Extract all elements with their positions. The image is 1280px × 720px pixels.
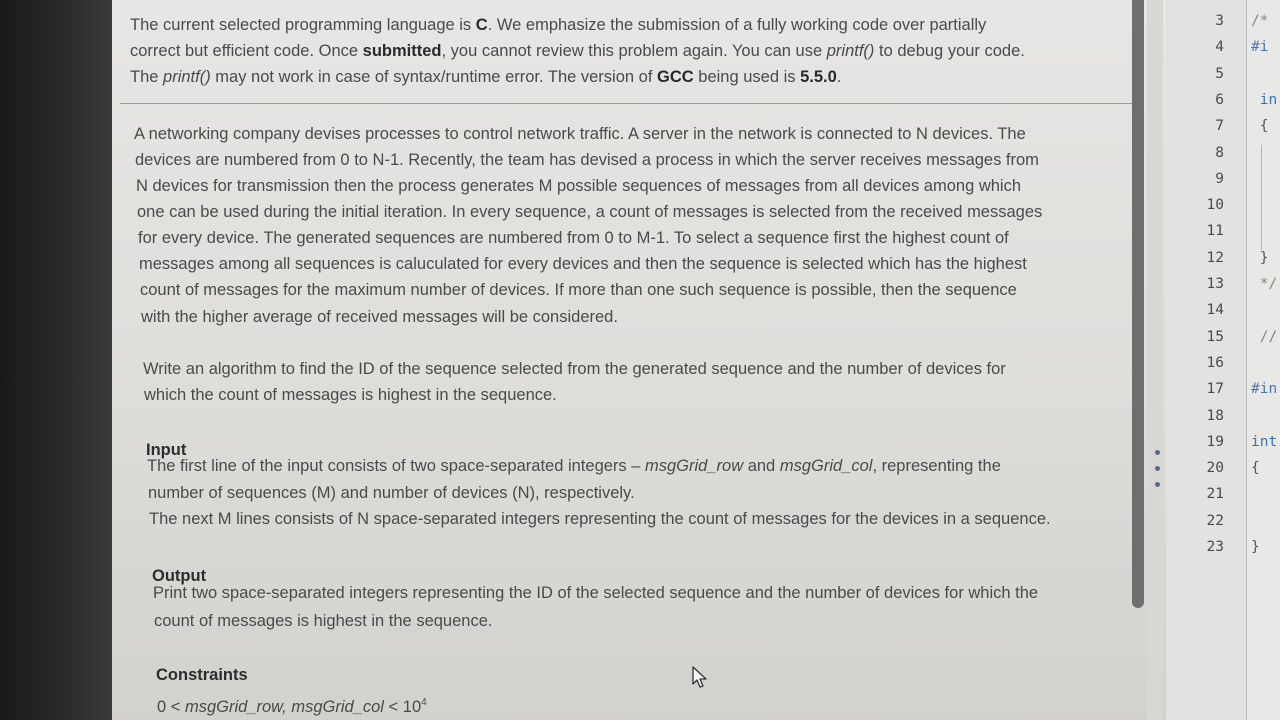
constraint-text: < 10 [383,698,422,716]
input-line-2: number of sequences (M) and number of devices (N), respectively. [148,484,635,502]
input-text: , representing the [872,457,1001,475]
line-number: 14 [1206,302,1224,319]
line-number: 12 [1206,249,1224,266]
line-number: 21 [1206,486,1224,503]
code-line: #in [1251,381,1278,398]
line-number: 17 [1206,381,1224,398]
description-line: messages among all sequences is caluculated for every devices and then the sequence is selected which has the highest [139,255,1027,273]
input-line-3: The next M lines consists of N space-separated integers representing the count of messages for the devices in a sequence. [149,510,1051,528]
submitted-emphasis: submitted [362,42,442,60]
problem-scrollbar[interactable] [1132,0,1144,608]
output-heading: Output [152,567,207,585]
code-line: int [1251,433,1278,450]
input-heading: Input [146,441,187,459]
code-line: */ [1251,276,1278,292]
description-line: for every device. The generated sequences are numbered from 0 to M-1. To select a sequence first the highest count of [138,229,1009,247]
line-number: 13 [1206,276,1224,292]
intro-text: . We emphasize the submission of a fully working code over partially [487,16,987,34]
line-number: 3 [1215,13,1224,29]
code-line: } [1251,249,1269,266]
splitter-grip-dot [1155,482,1160,487]
gcc-version: 5.5.0 [800,68,837,86]
code-line: { [1251,460,1260,477]
line-number: 20 [1206,460,1224,477]
code-line: /* [1251,13,1269,29]
line-number: 10 [1206,197,1224,214]
problem-statement-pane [112,0,1140,720]
code-line: } [1251,539,1260,555]
output-line-1: Print two space-separated integers representing the ID of the selected sequence and the number of devices for which the [153,584,1039,602]
intro-text: being used is [693,68,801,86]
indent-guide [1261,145,1262,250]
output-line-2: count of messages is highest in the sequence. [154,612,493,630]
intro-text: to debug your code. [874,42,1025,60]
screen [112,0,1280,720]
description-line: devices are numbered from 0 to N-1. Recently, the team has devised a process in which the server receives messages from [135,151,1039,169]
var-msggrid-row: msgGrid_row [645,457,744,475]
line-number: 23 [1206,539,1224,555]
task-line: Write an algorithm to find the ID of the sequence selected from the generated sequence and the number of devices for [143,360,1006,378]
description-line: with the higher average of received messages will be considered. [141,308,618,326]
section-divider [120,103,1138,104]
line-number: 11 [1206,223,1224,240]
var-msggrid-col: msgGrid_col [779,457,873,475]
line-number: 5 [1215,65,1224,82]
line-number: 18 [1206,407,1224,424]
code-line: { [1251,118,1269,135]
pane-splitter[interactable] [1147,0,1163,720]
constraint-exponent: 4 [421,697,427,708]
intro-text: may not work in case of syntax/runtime error. The version of [210,68,658,86]
description-line: count of messages for the maximum number of devices. If more than one such sequence is possible, then the sequence [140,281,1017,299]
input-line-1 [147,453,1001,479]
code-editor[interactable] [1246,0,1280,720]
code-line: #i [1251,39,1269,56]
line-number: 19 [1206,433,1224,450]
intro-text: The [130,68,164,86]
intro-line-2 [130,38,1025,64]
input-text: The first line of the input consists of two space-separated integers – [147,457,646,475]
intro-line-1 [130,12,986,38]
code-line: in [1251,91,1278,108]
splitter-grip-dot [1155,450,1160,455]
language-name: C [475,16,488,34]
intro-line-3 [130,64,841,90]
intro-text: correct but efficient code. Once [130,42,363,60]
monitor-bezel [0,0,112,720]
mouse-cursor-icon [692,666,708,690]
intro-text: The current selected programming language is [130,16,476,34]
line-number: 7 [1215,118,1224,135]
input-text: and [743,457,780,475]
line-number: 15 [1206,328,1224,345]
description-line: N devices for transmission then the process generates M possible sequences of messages from all devices among which [136,177,1022,195]
constraint-vars: msgGrid_row, msgGrid_col [184,698,384,716]
line-number: 6 [1215,91,1224,108]
printf-mention: printf() [826,42,875,60]
constraints-heading: Constraints [156,666,248,684]
code-line: // [1251,328,1278,345]
description-line: A networking company devises processes to control network traffic. A server in the network is connected to N devices. The [134,125,1026,143]
gcc-label: GCC [657,68,694,86]
intro-text: . [836,68,842,86]
intro-text: , you cannot review this problem again. You can use [441,42,827,60]
line-number: 22 [1206,512,1224,529]
task-line: which the count of messages is highest in the sequence. [144,386,557,404]
line-number: 16 [1206,354,1224,371]
line-number: 8 [1215,144,1224,161]
splitter-grip-dot [1155,466,1160,471]
description-line: one can be used during the initial iteration. In every sequence, a count of messages is selected from the received messages [137,203,1043,221]
printf-mention: printf() [163,68,211,86]
line-number: 9 [1215,170,1224,187]
constraint-text: 0 < [157,698,185,716]
line-number: 4 [1215,39,1224,56]
constraints-line-1 [157,690,427,720]
